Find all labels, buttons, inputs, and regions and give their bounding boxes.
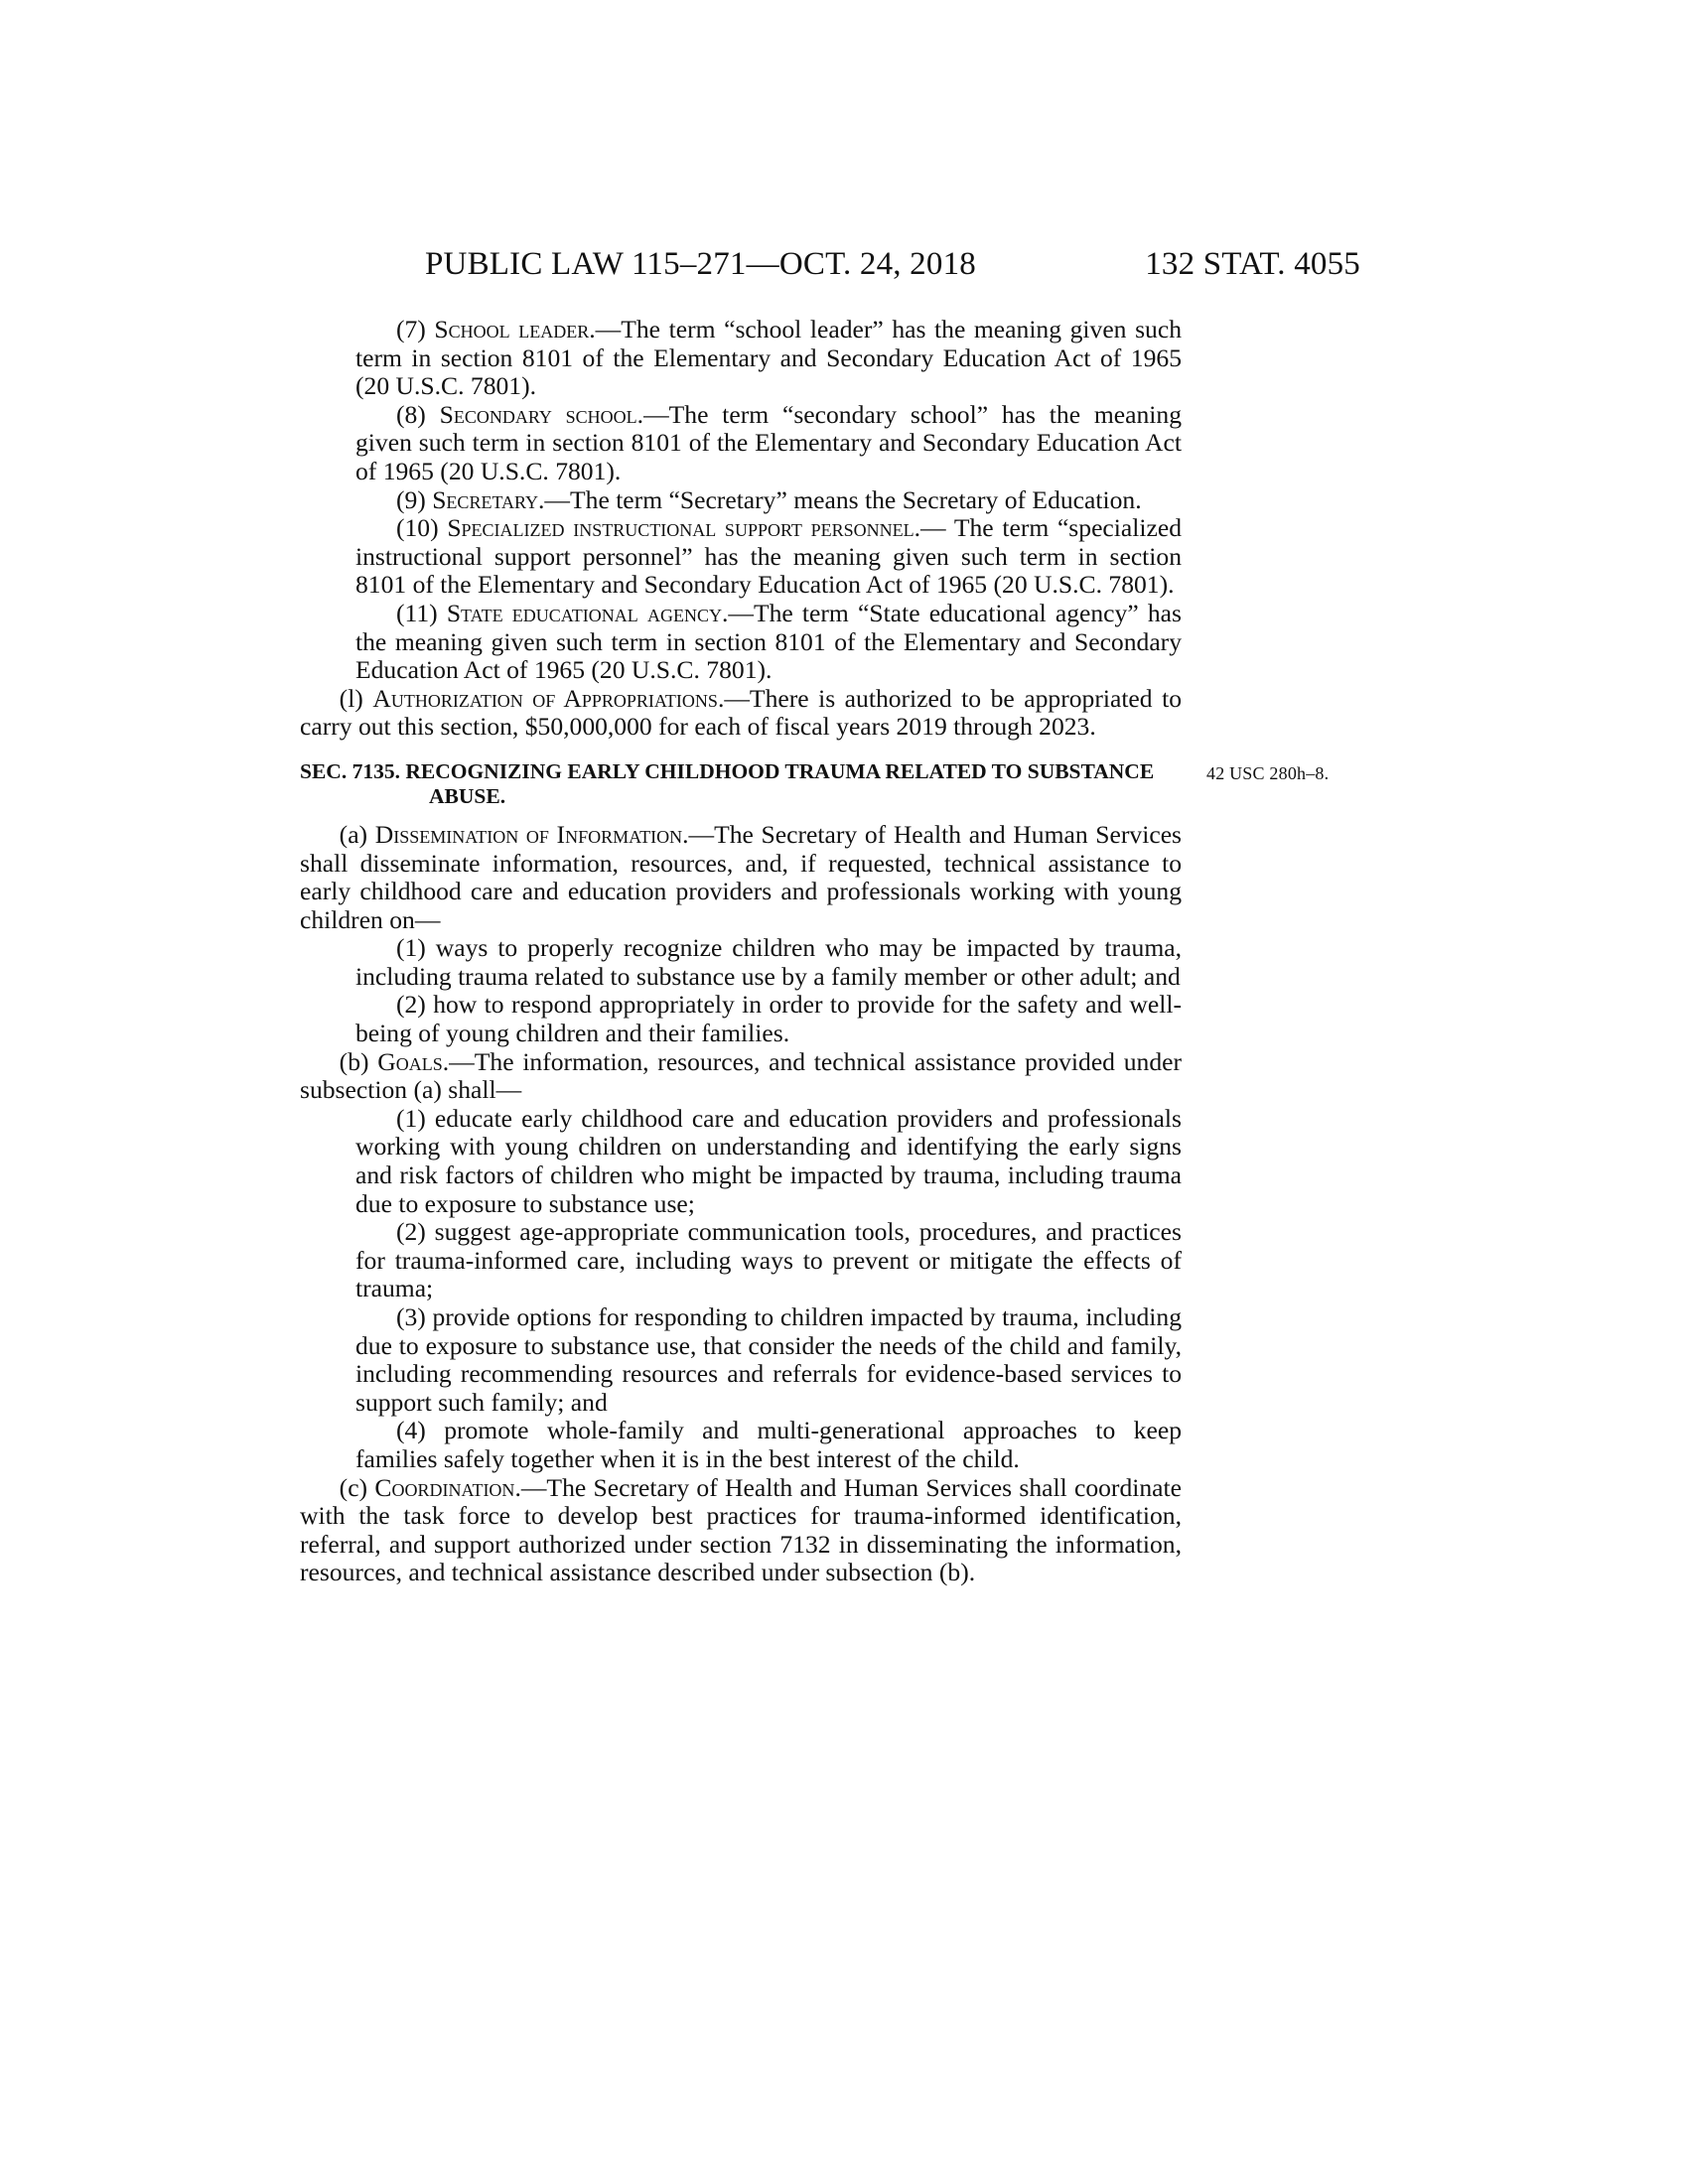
- definition-paragraph-10: (10) Specialized instructional support personnel.— The term “specialized instructional support personnel” has the meaning given such term in section 8101 of the Elementary and Secondary Education Act of 1965 (20 U.S.C. 7801).: [355, 513, 1182, 600]
- subsection-a-2: (2) how to respond appropriately in order to provide for the safety and well-being of young children and their families.: [355, 990, 1182, 1048]
- definition-paragraph-11: (11) State educational agency.—The term “State educational agency” has the meaning given such term in section 8101 of the Elementary and Secondary Education Act of 1965 (20 U.S.C. 7801).: [355, 598, 1183, 685]
- subsection-a-1: (1) ways to properly recognize children who may be impacted by trauma, including trauma related to substance use by a family member or other adult; and: [355, 933, 1182, 991]
- subsection-a: (a) Dissemination of Information.—The Secretary of Health and Human Services shall disseminate information, resources, and, if requested, technical assistance to early childhood care and education providers and professionals working with young children on—: [300, 819, 1183, 934]
- subsection-b: (b) Goals.—The information, resources, and technical assistance provided under subsection (a) shall—: [300, 1046, 1183, 1105]
- definition-paragraph-9: (9) Secretary.—The term “Secretary” means the Secretary of Education.: [395, 484, 1142, 514]
- subsection-b-2: (2) suggest age-appropriate communication tools, procedures, and practices for trauma-informed care, including ways to prevent or mitigate the effects of trauma;: [355, 1217, 1182, 1303]
- subsection-c: (c) Coordination.—The Secretary of Health and Human Services shall coordinate with the task force to develop best practices for trauma-informed identification, referral, and support authorized under section 7132 in disseminating the information, resources, and technical assistance described under subsection (b).: [300, 1472, 1182, 1587]
- statute-page-number: 132 STAT. 4055: [1145, 246, 1360, 282]
- public-law-citation: PUBLIC LAW 115–271—OCT. 24, 2018: [425, 246, 976, 282]
- subsection-b-1: (1) educate early childhood care and education providers and professionals working with young children on understanding and identifying the early signs and risk factors of children who might be impacted by trauma, including trauma due to exposure to substance use;: [355, 1103, 1182, 1218]
- subsection-l-authorization: (l) Authorization of Appropriations.—There is authorized to be appropriated to carry out this section, $50,000,000 for each of fiscal years 2019 through 2023.: [300, 683, 1182, 742]
- section-title: SEC. 7135. RECOGNIZING EARLY CHILDHOOD TRAUMA RELATED TO SUBSTANCE ABUSE.: [300, 758, 1155, 808]
- usc-margin-note: 42 USC 280h–8.: [1206, 762, 1330, 783]
- subsection-b-4: (4) promote whole-family and multi-generational approaches to keep families safely together when it is in the best interest of the child.: [355, 1416, 1182, 1473]
- section-heading: [300, 758, 1330, 809]
- document-body: [300, 315, 1330, 1587]
- subsection-b-3: (3) provide options for responding to children impacted by trauma, including due to exposure to substance use, that consider the needs of the child and family, including recommending resources and referrals for evidence-based services to support such family; and: [355, 1302, 1182, 1417]
- definition-paragraph-8: (8) Secondary school.—The term “secondary school” has the meaning given such term in section 8101 of the Elementary and Secondary Education Act of 1965 (20 U.S.C. 7801).: [355, 399, 1182, 485]
- definition-paragraph-7: (7) School leader.—The term “school leader” has the meaning given such term in section 8101 of the Elementary and Secondary Education Act of 1965 (20 U.S.C. 7801).: [355, 315, 1182, 401]
